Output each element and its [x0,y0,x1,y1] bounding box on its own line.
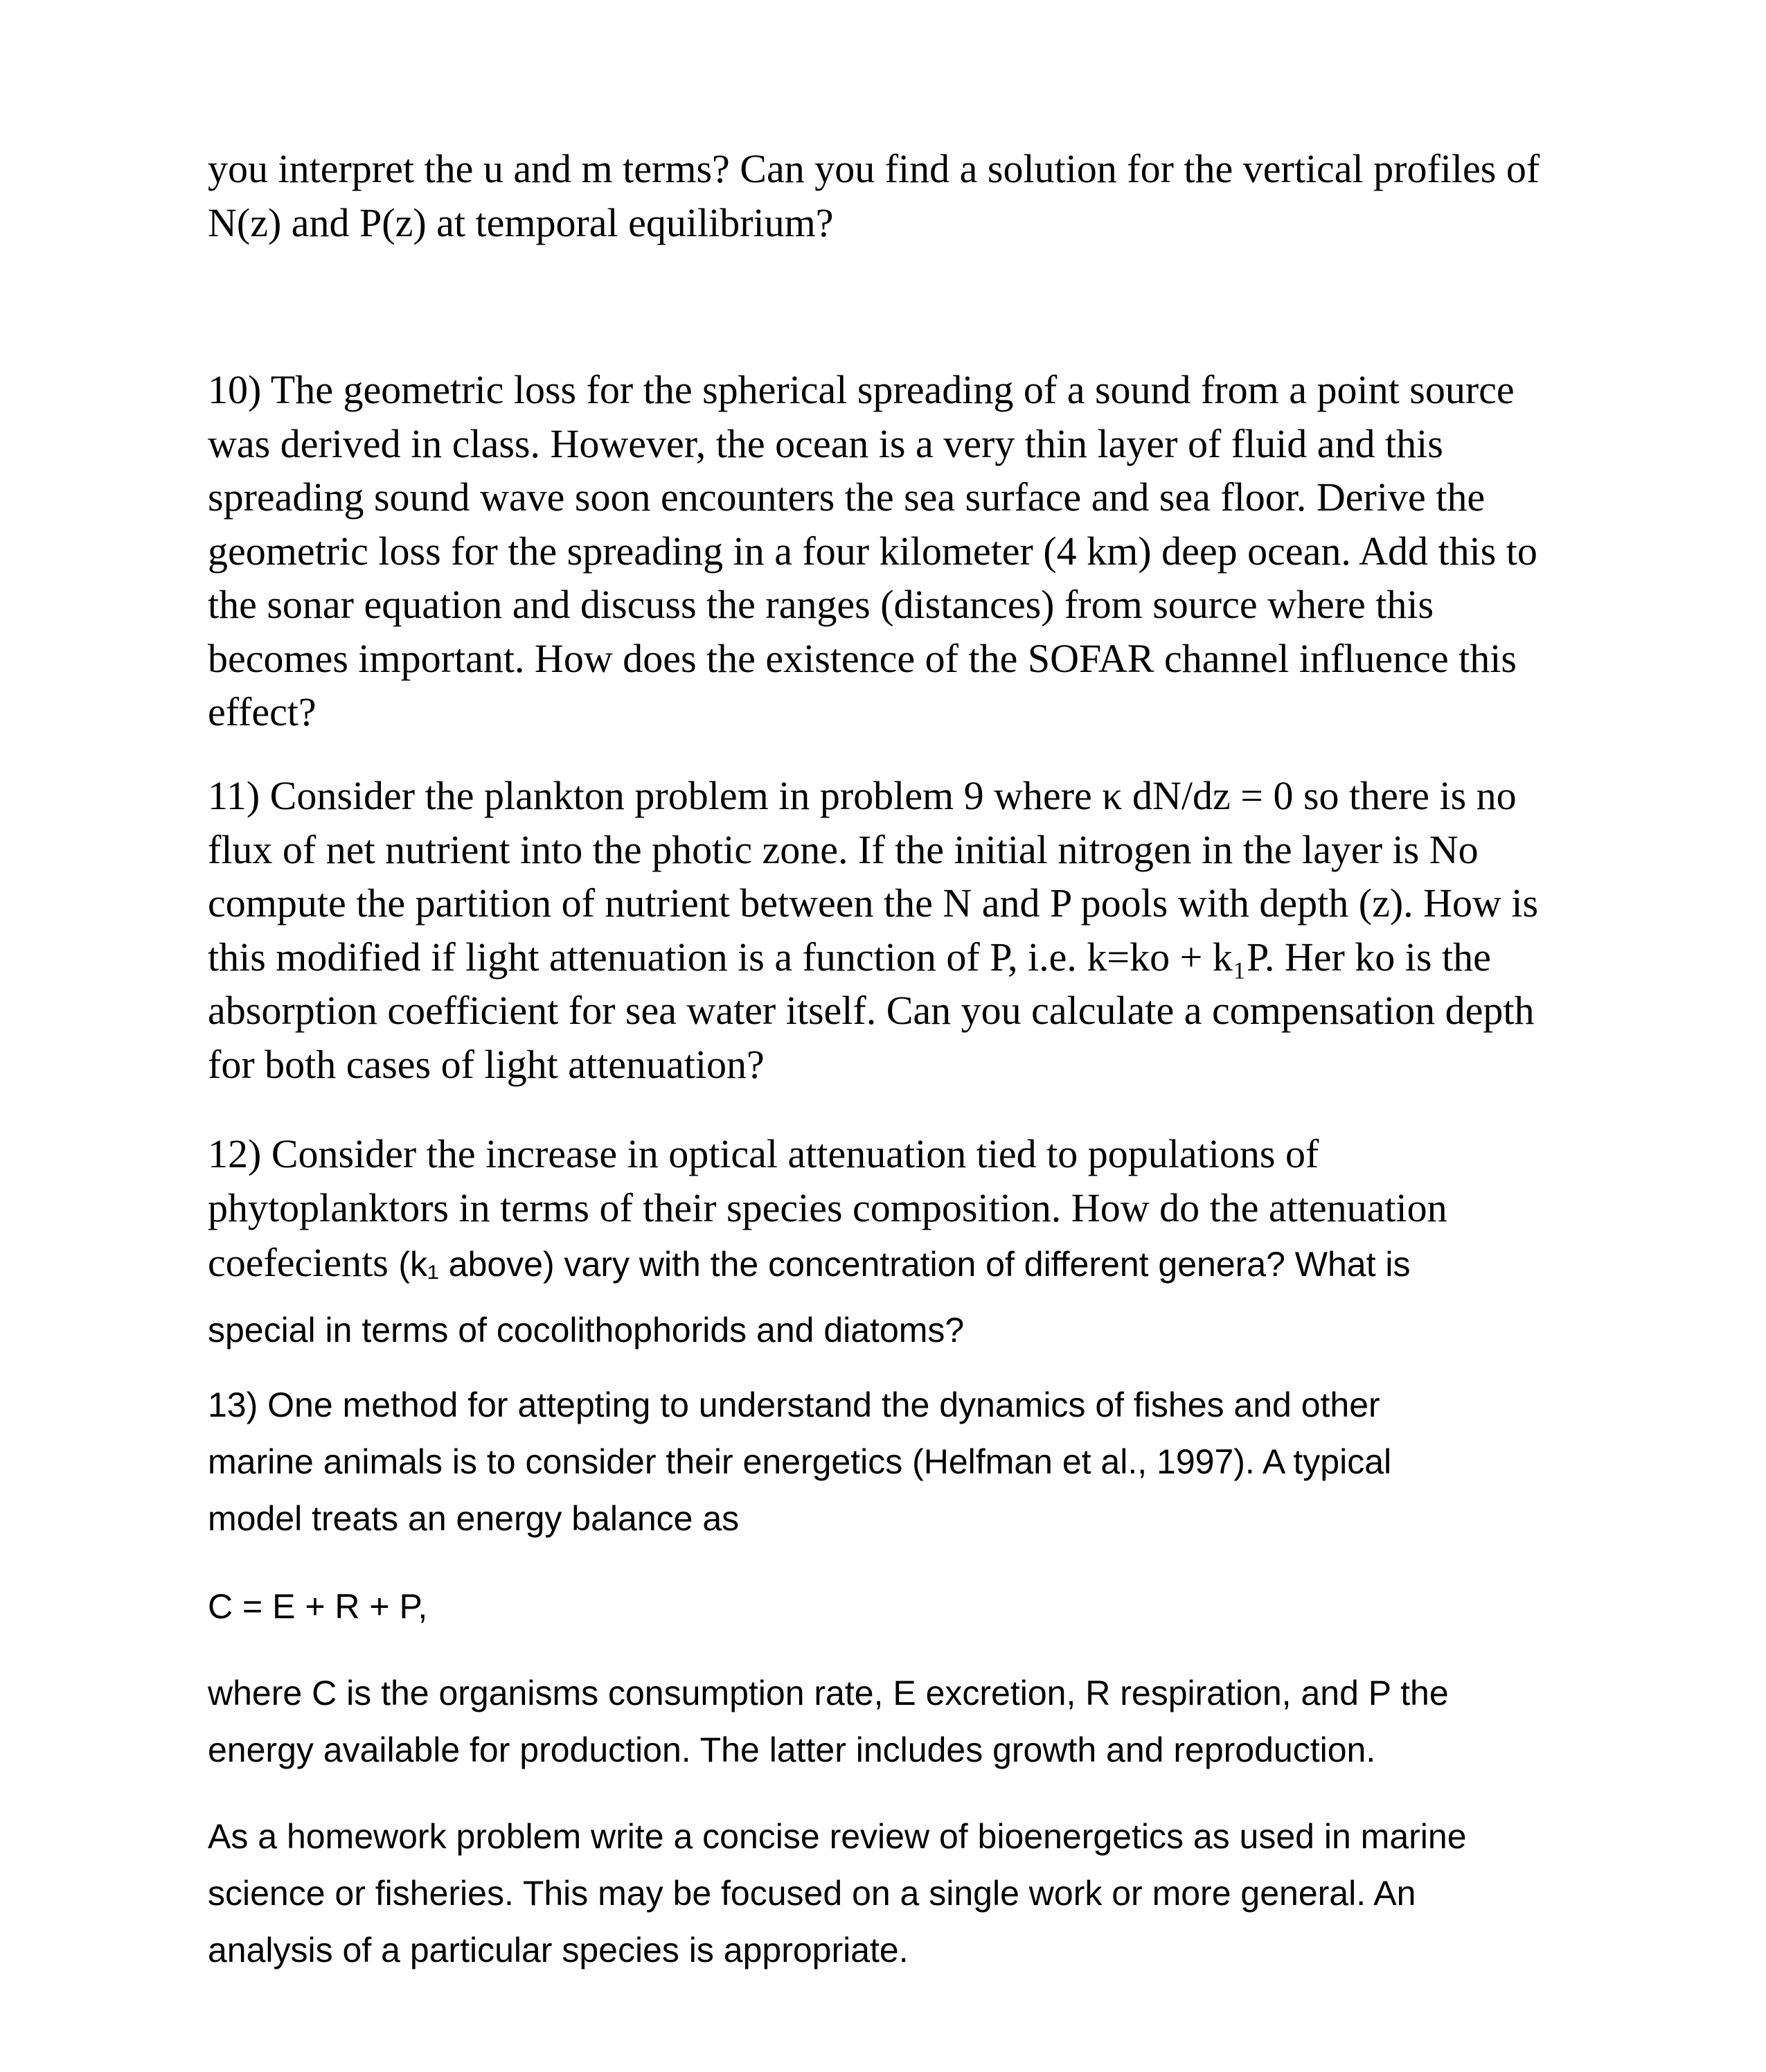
equation-text: C = E + R + P, [208,1587,428,1626]
text-line: you interpret the u and m terms? Can you find a solution for the vertical profiles of [208,146,1540,191]
text-line: 12) Consider the increase in optical attenuation tied to populations of [208,1131,1319,1176]
homework-paragraph [208,1808,1579,1978]
intro-paragraph [208,142,1579,249]
energy-equation [208,1578,1579,1635]
problem-11 [208,769,1579,1091]
text-line: 11) Consider the plankton problem in problem 9 where κ dN/dz = 0 so there is no [208,773,1517,818]
text-line: the sonar equation and discuss the ranges (distances) from source where this [208,582,1434,627]
problem-13 [208,1376,1579,1547]
text-span: (k₁ above) vary with the concentration of different genera? What is [398,1245,1411,1284]
problem-10 [208,363,1579,739]
text-line: energy available for production. The latter includes growth and reproduction. [208,1730,1376,1769]
text-line: spreading sound wave soon encounters the sea surface and sea floor. Derive the [208,475,1486,520]
text-line: As a homework problem write a concise review of bioenergetics as used in marine [208,1817,1467,1856]
text-line: analysis of a particular species is appropriate. [208,1931,909,1969]
text-line: becomes important. How does the existence of the SOFAR channel influence this [208,635,1517,681]
text-line: phytoplanktors in terms of their species composition. How do the attenuation [208,1185,1447,1230]
text-line: marine animals is to consider their energetics (Helfman et al., 1997). A typical [208,1442,1392,1481]
text-line: model treats an energy balance as [208,1499,740,1538]
problem-12 [208,1127,1579,1358]
text-line: science or fisheries. This may be focused on a single work or more general. An [208,1874,1416,1913]
text-line: 13) One method for attepting to understand the dynamics of fishes and other [208,1385,1380,1424]
text-line: where C is the organisms consumption rate, E excretion, R respiration, and P the [208,1674,1449,1712]
text-line: for both cases of light attenuation? [208,1041,765,1087]
text-line: 10) The geometric loss for the spherical spreading of a sound from a point source [208,367,1515,412]
text-line [208,1234,1579,1302]
text-line: was derived in class. However, the ocean is a very thin layer of fluid and this [208,420,1443,466]
text-line: N(z) and P(z) at temporal equilibrium? [208,200,834,245]
text-line: compute the partition of nutrient between the N and P pools with depth (z). How is [208,880,1539,926]
text-span: coefecients [208,1240,399,1285]
text-line: absorption coefficient for sea water itself. Can you calculate a compensation depth [208,988,1535,1033]
text-line: effect? [208,689,316,734]
text-line: flux of net nutrient into the photic zone. If the initial nitrogen in the layer is No [208,826,1479,872]
definitions-paragraph [208,1665,1579,1778]
text-line: geometric loss for the spreading in a four kilometer (4 km) deep ocean. Add this to [208,528,1537,574]
text-line: special in terms of cocolithophorids and diatoms? [208,1311,965,1349]
text-line: this modified if light attenuation is a function of P, i.e. k=ko + k₁P. Her ko is the [208,934,1491,980]
